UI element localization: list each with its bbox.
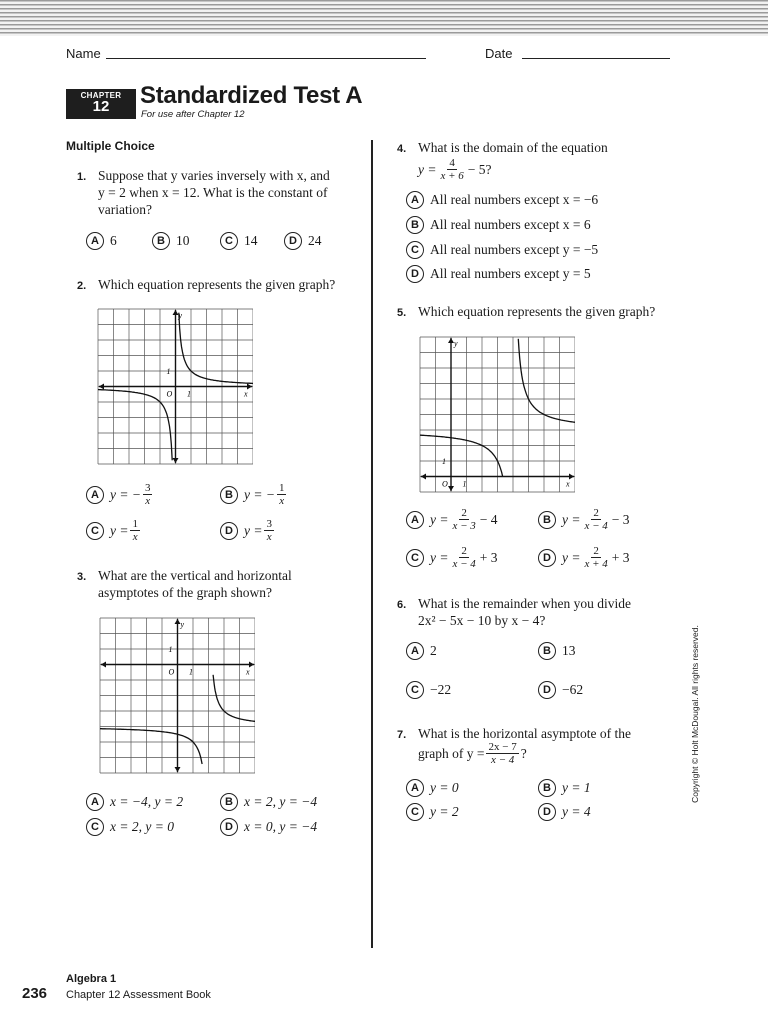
footer-book: Algebra 1	[66, 973, 117, 985]
q3-text: What are the vertical and horizontal asymptotes of the graph shown?	[98, 568, 292, 600]
q6-option-b[interactable]: B 13	[538, 642, 576, 660]
q5-option-c[interactable]: C y = $\frac{2}{x - 4}$ + 3	[406, 545, 498, 570]
tick-label: 1	[442, 457, 446, 466]
q7-text: What is the horizontal asymptote of the	[418, 726, 631, 741]
column-divider	[371, 140, 373, 948]
q3-option-a[interactable]: A x = −4, y = 2	[86, 793, 183, 811]
q1-option-d[interactable]: D 24	[284, 232, 322, 250]
y-axis-label: y	[178, 311, 183, 320]
q6-option-c[interactable]: C −22	[406, 681, 451, 699]
q5-option-a[interactable]: A y = $\frac{2}{x - 3}$ − 4	[406, 507, 498, 532]
q1-option-a[interactable]: A 6	[86, 232, 117, 250]
y-axis-label: y	[180, 620, 185, 629]
q4-text: What is the domain of the equation	[418, 140, 608, 155]
y-axis-label: y	[454, 339, 458, 348]
q3-number: 3.	[77, 571, 87, 583]
q7-option-a[interactable]: A y = 0	[406, 779, 459, 797]
x-axis-arrow	[569, 474, 574, 480]
tick-label: 1	[166, 367, 171, 376]
q2-option-b[interactable]: B y = − $\frac{1}{x}$	[220, 482, 288, 507]
header-stripes	[0, 0, 768, 36]
origin-label: O	[168, 667, 175, 677]
tick-label: 1	[189, 667, 193, 677]
q2-number: 2.	[77, 280, 87, 292]
x-axis-label: x	[566, 479, 570, 489]
q6-option-a[interactable]: A 2	[406, 642, 437, 660]
q4-option-b[interactable]: B All real numbers except x = 6	[406, 216, 591, 234]
page-title: Standardized Test A	[140, 82, 363, 109]
q5-option-b[interactable]: B y = $\frac{2}{x - 4}$ − 3	[538, 507, 630, 532]
q4-equation: y = $\frac{4}{x + 6}$ − 5?	[418, 157, 492, 182]
copyright-notice: Copyright © Holt McDougal. All rights reserved.	[690, 625, 700, 803]
q2-option-d[interactable]: D y = $\frac{3}{x}$	[220, 518, 276, 543]
origin-label: O	[166, 389, 173, 399]
q1-option-c[interactable]: C 14	[220, 232, 258, 250]
q2-option-a[interactable]: A y = − $\frac{3}{x}$	[86, 482, 154, 507]
q1-text: Suppose that y varies inversely with x, and y = 2 when x = 12. What is the constant of variation?	[98, 168, 330, 217]
q5-graph	[419, 336, 575, 494]
q7-option-b[interactable]: B y = 1	[538, 779, 591, 797]
q4-option-a[interactable]: A All real numbers except x = −6	[406, 191, 598, 209]
q7-option-d[interactable]: D y = 4	[538, 803, 591, 821]
q3-option-b[interactable]: B x = 2, y = −4	[220, 793, 317, 811]
q6-text: What is the remainder when you divide 2x² − 5x − 10 by x − 4?	[418, 596, 631, 628]
y-axis-arrow	[175, 767, 181, 772]
q7-equation: graph of y = $\frac{2x - 7}{x - 4}$ ?	[418, 741, 527, 766]
origin-label: O	[442, 479, 448, 489]
chapter-badge: CHAPTER 12	[66, 89, 136, 119]
date-label: Date	[485, 46, 513, 61]
q1-number: 1.	[77, 171, 87, 183]
q5-text: Which equation represents the given graph?	[418, 304, 656, 319]
q2-option-c[interactable]: C y = $\frac{1}{x}$	[86, 518, 142, 543]
q2-text: Which equation represents the given graph?	[98, 277, 336, 292]
name-line	[106, 58, 426, 59]
page-number: 236	[22, 985, 48, 1002]
q4-option-c[interactable]: C All real numbers except y = −5	[406, 241, 598, 259]
x-axis-arrow	[101, 662, 106, 668]
q7-number: 7.	[397, 729, 407, 741]
y-axis-arrow	[448, 486, 454, 491]
q6-option-d[interactable]: D −62	[538, 681, 583, 699]
q3-option-c[interactable]: C x = 2, y = 0	[86, 818, 174, 836]
x-axis-arrow	[249, 662, 254, 668]
q3-option-d[interactable]: D x = 0, y = −4	[220, 818, 317, 836]
tick-label: 1	[462, 479, 467, 489]
tick-label: 1	[187, 389, 191, 399]
x-axis-arrow	[421, 474, 426, 480]
section-heading: Multiple Choice	[66, 139, 155, 153]
name-label: Name	[66, 46, 101, 61]
q1-option-b[interactable]: B 10	[152, 232, 190, 250]
q3-graph	[99, 617, 255, 775]
q4-option-d[interactable]: D All real numbers except y = 5	[406, 265, 591, 283]
q7-option-c[interactable]: C y = 2	[406, 803, 459, 821]
y-axis-arrow	[173, 458, 179, 463]
x-axis-arrow	[99, 384, 104, 390]
x-axis-label: x	[244, 389, 248, 399]
q5-number: 5.	[397, 307, 407, 319]
q2-graph	[97, 308, 253, 466]
x-axis-label: x	[246, 667, 250, 677]
x-axis-arrow	[247, 384, 252, 390]
tick-label: 1	[168, 645, 173, 654]
footer-subtitle: Chapter 12 Assessment Book	[66, 989, 211, 1001]
q6-number: 6.	[397, 599, 407, 611]
q4-number: 4.	[397, 143, 407, 155]
q5-option-d[interactable]: D y = $\frac{2}{x + 4}$ + 3	[538, 545, 630, 570]
date-line	[522, 58, 670, 59]
page-subtitle: For use after Chapter 12	[141, 109, 245, 120]
